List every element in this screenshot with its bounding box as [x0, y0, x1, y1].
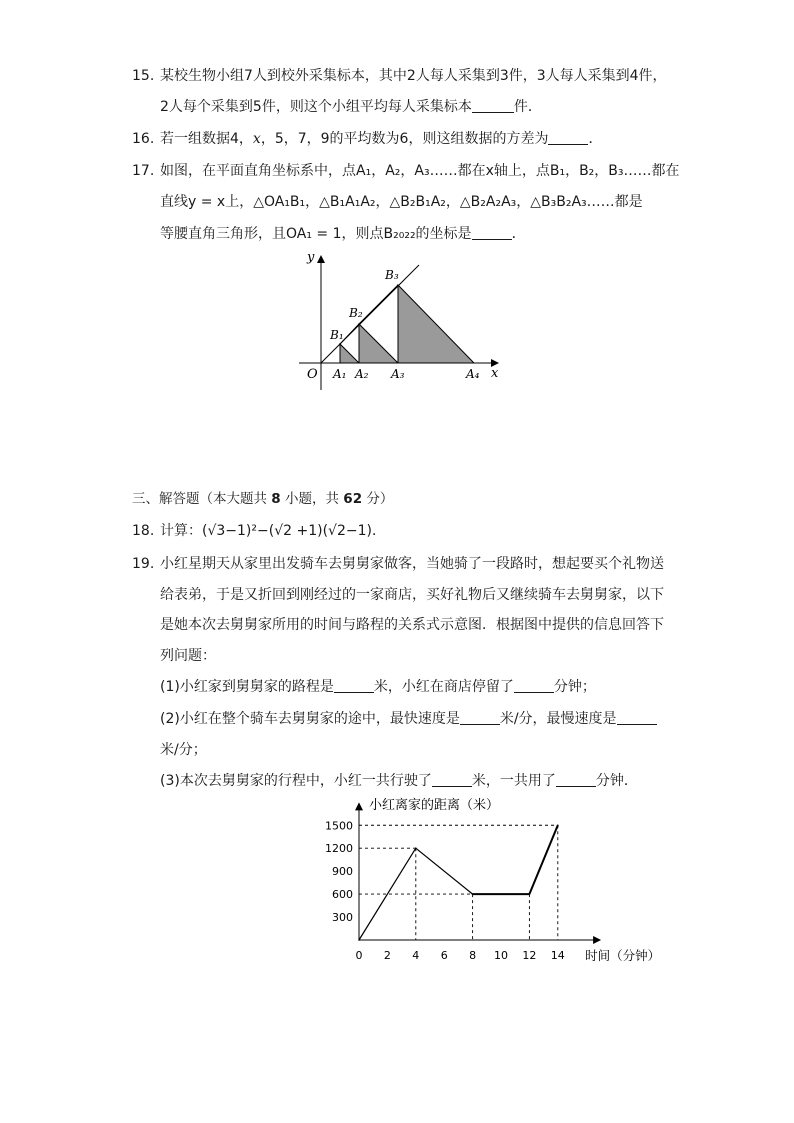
q16-number: 16. [132, 131, 155, 147]
label-b2: B₂ [349, 306, 363, 320]
x-tick-label: 14 [550, 949, 565, 962]
q15-line2-pre: 2人每个采集到5件，则这个小组平均每人采集标本 [160, 99, 472, 115]
series-point [472, 893, 474, 895]
q19-part2-cont: 米/分； [160, 742, 207, 758]
q16-line [160, 129, 602, 149]
x-axis-label: x [491, 366, 499, 381]
section-title: 三、解答题（本大题共 8 小题，共 62 分） [132, 491, 394, 507]
q17-figure [295, 247, 515, 392]
label-a1: A₁ [333, 367, 347, 381]
label-a3: A₃ [391, 367, 405, 381]
q16-pre: 若一组数据4， [160, 131, 253, 147]
q17-line3-pre: 等腰直角三角形，且OA₁ = 1，则点B₂₀₂₂的坐标是 [160, 226, 472, 242]
q18-text: 计算：(√3−1)²−(√2 +1)(√2−1)． [160, 523, 386, 539]
series-point [557, 824, 559, 826]
q17-line3 [160, 224, 526, 244]
q19-p1-blank1[interactable] [334, 678, 374, 693]
q19-line3: 是她本次去舅舅家所用的时间与路程的关系式示意图．根据图中提供的信息回答下 [160, 617, 664, 633]
q15-line2 [160, 97, 542, 117]
q17-line2: 直线y = x上，△OA₁B₁，△B₁A₁A₂，△B₂B₁A₂，△B₂A₂A₃，△B₃B₂A₃……都是 [160, 194, 643, 210]
q17-number: 17. [132, 163, 155, 179]
y-tick-label: 300 [332, 911, 353, 925]
y-axis-arrow [355, 802, 363, 810]
q16-post: ，5，7，9的平均数为6，则这组数据的方差为 [260, 131, 549, 147]
q17-line1: 如图，在平面直角坐标系中，点A₁，A₂，A₃……都在x轴上，点B₁，B₂，B₃……都在 [160, 163, 680, 179]
q16-var: x [252, 131, 261, 147]
y-axis-title: 小红离家的距离（米） [369, 798, 500, 813]
y-tick-label: 1200 [325, 842, 353, 856]
triangle-b2a2a3 [359, 324, 398, 363]
triangle-b3a3a4 [398, 285, 474, 363]
label-b1: B₁ [330, 328, 344, 342]
label-a2: A₂ [355, 367, 369, 381]
q19-part2: (2)小红在整个骑车去舅舅家的途中，最快速度是 米/分，最慢速度是 [160, 709, 657, 729]
x-tick-label: 0 [355, 949, 363, 962]
origin-label: O [307, 367, 318, 382]
x-tick-label: 8 [469, 949, 477, 962]
q18-number: 18. [132, 523, 155, 539]
x-tick-label: 10 [494, 949, 508, 962]
q19-number: 19. [132, 556, 155, 572]
q17-answer-blank[interactable] [472, 225, 512, 240]
series-segment [416, 848, 473, 894]
q19-part3: (3)本次去舅舅家的行程中，小红一共行驶了 米，一共用了 分钟． [160, 773, 638, 789]
y-tick-label: 600 [332, 888, 353, 902]
q19-line1: 小红星期天从家里出发骑车去舅舅家做客，当她骑了一段路时，想起要买个礼物送 [160, 556, 664, 572]
q19-line4: 列问题： [160, 648, 216, 664]
q19-part1: (1)小红家到舅舅家的路程是 米，小红在商店停留了 分钟； [160, 679, 596, 695]
q19-p2-blank1[interactable] [460, 710, 500, 725]
y-tick-label: 900 [332, 865, 353, 879]
series-segment [529, 825, 557, 894]
q15-answer-blank[interactable] [472, 98, 514, 113]
x-axis-arrow [593, 936, 601, 944]
x-tick-label: 12 [522, 949, 537, 962]
y-axis-label: y [307, 250, 315, 265]
distance-time-chart [325, 795, 665, 970]
q17-line3-post: ． [511, 226, 526, 242]
q19-line2: 给表弟，于是又折回到刚经过的一家商店，买好礼物后又继续骑车去舅舅家，以下 [160, 587, 664, 603]
q19-p3-blank2[interactable] [556, 772, 596, 787]
label-a4: A₄ [466, 367, 480, 381]
label-b3: B₃ [385, 268, 399, 282]
q19-p3-blank1[interactable] [432, 772, 472, 787]
q16-answer-blank[interactable] [548, 130, 588, 145]
q19-p2-blank2[interactable] [617, 710, 657, 725]
q19-p1-blank2[interactable] [514, 678, 554, 693]
series-point [415, 847, 417, 849]
x-tick-label: 6 [440, 949, 448, 962]
q15-line2-post: 件． [513, 99, 542, 115]
q15-line1: 某校生物小组7人到校外采集标本，其中2人每人采集到3件，3人每人采集到4件， [160, 68, 667, 84]
q16-end: ． [588, 131, 603, 147]
x-tick-label: 2 [383, 949, 391, 962]
x-tick-label: 4 [412, 949, 420, 962]
q15-number: 15. [132, 68, 155, 84]
x-axis-title: 时间（分钟） [585, 948, 661, 963]
series-point [358, 939, 360, 941]
y-tick-label: 1500 [325, 819, 353, 833]
series-point [529, 893, 531, 895]
triangle-b1a1a2 [340, 344, 359, 363]
